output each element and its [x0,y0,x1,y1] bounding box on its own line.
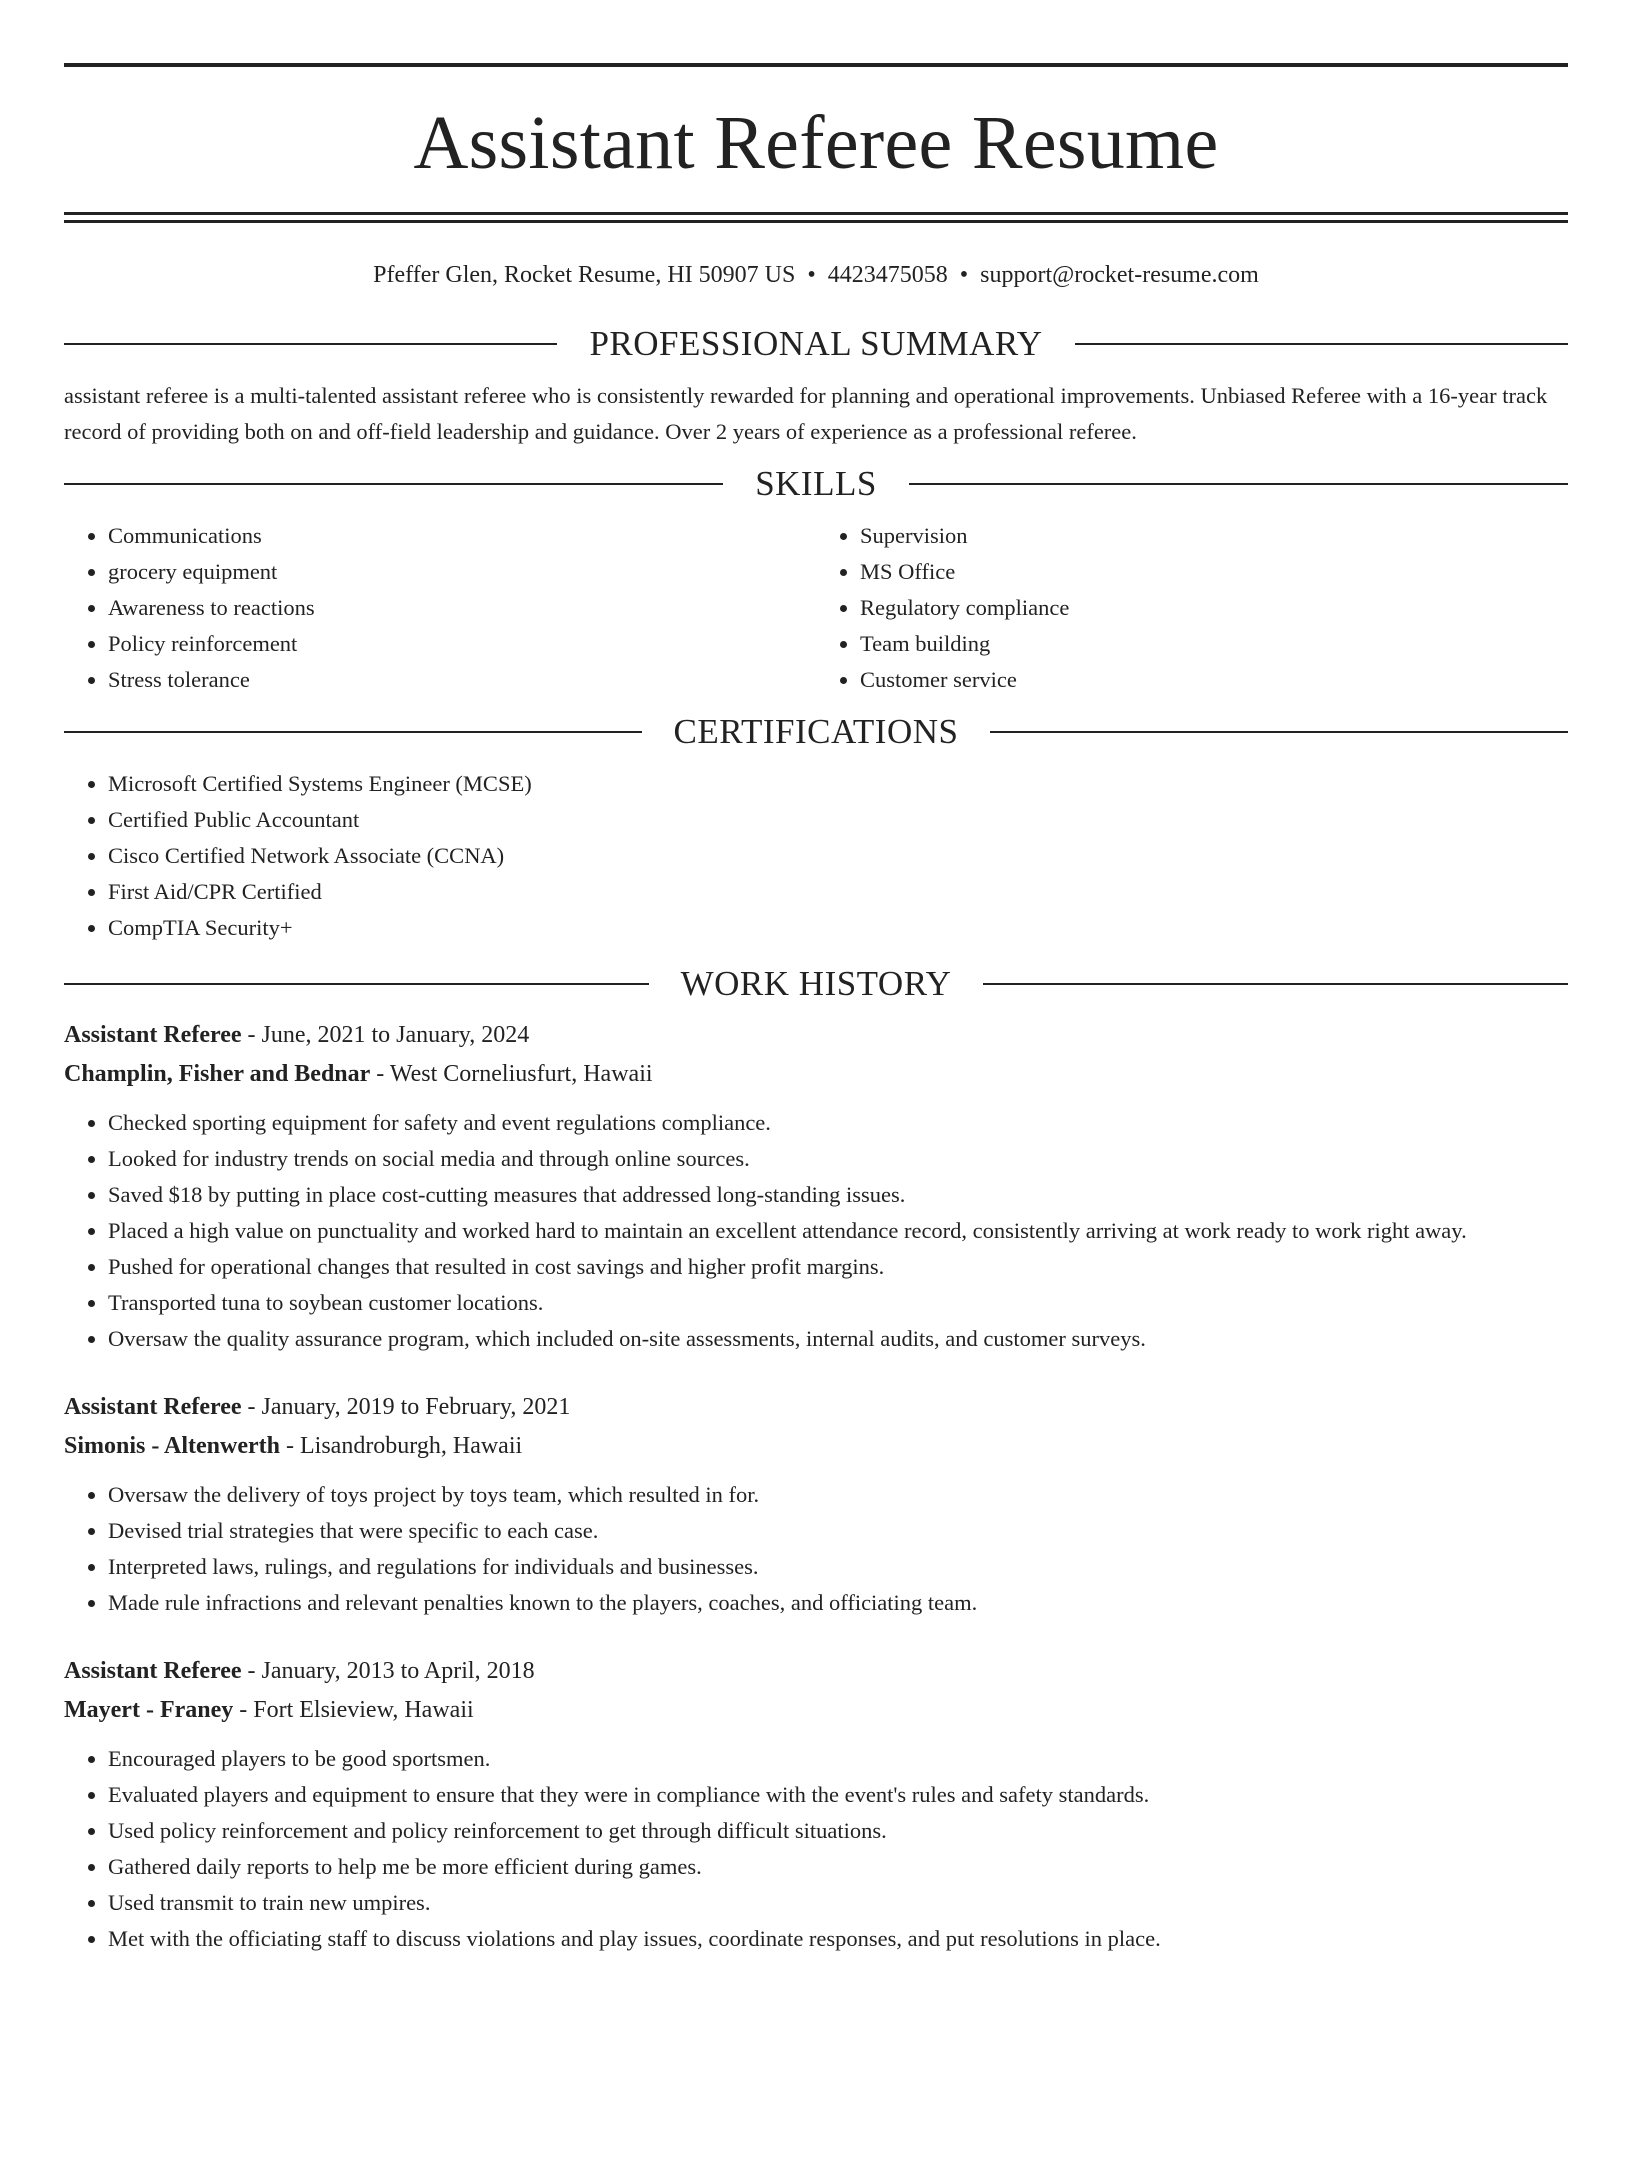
certification-item: • CompTIA Security+ [108,910,1568,946]
job-company-line [64,1427,1568,1466]
job-bullet: • Devised trial strategies that were specific to each case. [108,1513,1568,1549]
contact-phone: 4423475058 [827,262,948,288]
job-title-line [64,1388,1568,1427]
certification-item: • Certified Public Accountant [108,802,1568,838]
heading-rule [64,343,557,345]
job-bullet: • Saved $18 by putting in place cost-cutting measures that addressed long-standing issues. [108,1177,1568,1213]
skills-columns [64,518,1568,698]
job-bullet: • Checked sporting equipment for safety and event regulations compliance. [108,1105,1568,1141]
contact-separator: • [807,262,816,288]
job-title: Assistant Referee [64,1394,242,1420]
skill-item: • MS Office [860,554,1568,590]
job-title-line [64,1652,1568,1691]
job-bullet: • Looked for industry trends on social media and through online sources. [108,1141,1568,1177]
job-bullet: • Used policy reinforcement and policy reinforcement to get through difficult situations. [108,1813,1568,1849]
job-bullet: • Transported tuna to soybean customer locations. [108,1285,1568,1321]
page-title: Assistant Referee Resume [413,101,1219,185]
job-title-line [64,1016,1568,1055]
certifications-list [64,766,1568,946]
job-company-line [64,1691,1568,1730]
job-bullet: • Made rule infractions and relevant penalties known to the players, coaches, and officiating team. [108,1585,1568,1621]
job-location: - West Corneliusfurt, Hawaii [370,1061,653,1087]
summary-heading: PROFESSIONAL SUMMARY [589,324,1043,363]
job-title: Assistant Referee [64,1658,242,1684]
work-section-heading [64,962,1568,1006]
job-title: Assistant Referee [64,1022,242,1048]
skill-item: • Customer service [860,662,1568,698]
job-location: - Lisandroburgh, Hawaii [280,1433,523,1459]
skill-item: • Communications [108,518,816,554]
job-bullets [64,1477,1568,1621]
summary-section-heading [64,322,1568,366]
job-company: Champlin, Fisher and Bednar [64,1061,371,1087]
job-bullet: • Evaluated players and equipment to ensure that they were in compliance with the event's rules and safety standards. [108,1777,1568,1813]
skills-heading: SKILLS [755,464,877,503]
job-bullet: • Placed a high value on punctuality and worked hard to maintain an excellent attendance record, consistently arriving at work ready to work right away. [108,1213,1568,1249]
skills-list-left [64,518,816,698]
certifications-section-heading [64,710,1568,754]
skills-section-heading [64,462,1568,506]
skills-list-right [816,518,1568,698]
job-dates: - June, 2021 to January, 2024 [241,1022,530,1048]
contact-email: support@rocket-resume.com [980,262,1259,288]
top-rule [64,63,1568,67]
heading-rule [990,731,1568,733]
job-company-line [64,1055,1568,1094]
skill-item: • Policy reinforcement [108,626,816,662]
job-company: Mayert - Franey [64,1697,234,1723]
contact-address: Pfeffer Glen, Rocket Resume, HI 50907 US [373,262,796,288]
job-entry [64,1652,1568,1957]
resume-page [0,63,1632,2175]
title-double-rule [64,212,1568,223]
contact-line [64,260,1568,290]
job-bullets [64,1741,1568,1957]
heading-rule [1075,343,1568,345]
job-bullet: • Encouraged players to be good sportsmen. [108,1741,1568,1777]
certification-item: • First Aid/CPR Certified [108,874,1568,910]
skill-item: • Supervision [860,518,1568,554]
job-bullet: • Oversaw the quality assurance program, which included on-site assessments, internal audits, and customer surveys. [108,1321,1568,1357]
certifications-heading: CERTIFICATIONS [673,712,959,751]
job-bullet: • Used transmit to train new umpires. [108,1885,1568,1921]
job-bullet: • Oversaw the delivery of toys project by toys team, which resulted in for. [108,1477,1568,1513]
job-bullet: • Gathered daily reports to help me be more efficient during games. [108,1849,1568,1885]
certification-item: • Microsoft Certified Systems Engineer (MCSE) [108,766,1568,802]
skill-item: • Regulatory compliance [860,590,1568,626]
skill-item: • Stress tolerance [108,662,816,698]
summary-text: assistant referee is a multi-talented assistant referee who is consistently rewarded for planning and operational improvements. Unbiased Referee with a 16-year track record of providing both on and off-field leadership and guidance. Over 2 years of experience as a professional referee. [64,383,1548,444]
heading-rule [909,483,1568,485]
job-dates: - January, 2019 to February, 2021 [241,1394,571,1420]
job-location: - Fort Elsieview, Hawaii [233,1697,474,1723]
certification-item: • Cisco Certified Network Associate (CCNA) [108,838,1568,874]
heading-rule [983,983,1568,985]
job-company: Simonis - Altenwerth [64,1433,280,1459]
job-bullet: • Interpreted laws, rulings, and regulations for individuals and businesses. [108,1549,1568,1585]
job-dates: - January, 2013 to April, 2018 [241,1658,535,1684]
skill-item: • Team building [860,626,1568,662]
job-bullet: • Met with the officiating staff to discuss violations and play issues, coordinate responses, and put resolutions in place. [108,1921,1568,1957]
heading-rule [64,731,642,733]
work-heading: WORK HISTORY [680,964,952,1003]
contact-separator: • [959,262,969,288]
skill-item: • grocery equipment [108,554,816,590]
job-entry [64,1016,1568,1357]
job-bullet: • Pushed for operational changes that resulted in cost savings and higher profit margins. [108,1249,1568,1285]
heading-rule [64,483,723,485]
job-bullets [64,1105,1568,1357]
skill-item: • Awareness to reactions [108,590,816,626]
job-entry [64,1388,1568,1621]
heading-rule [64,983,649,985]
